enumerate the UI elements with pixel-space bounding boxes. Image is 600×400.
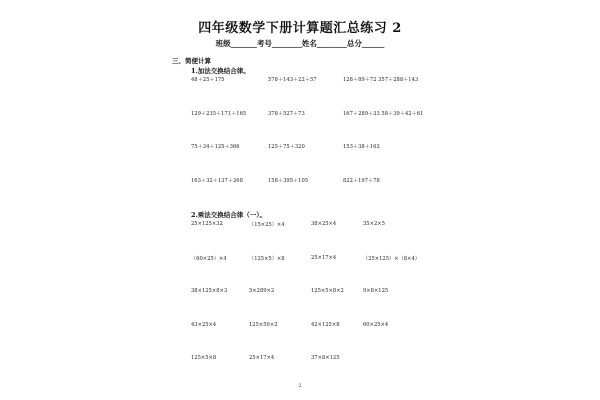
section-heading: 三、简便计算 — [172, 57, 211, 65]
part2-expression: （60×25）×4 — [191, 256, 227, 262]
part1-expression: 163＋32＋137＋268 — [191, 178, 243, 184]
part2-expression: 35×2×5 — [363, 221, 385, 227]
part1-expression: 158＋395＋105 — [268, 178, 309, 184]
part2-expression: 38×125×8×3 — [191, 288, 228, 294]
part2-expression: 125×5×8×2 — [311, 288, 344, 294]
part2-expression: 42×125×8 — [311, 322, 340, 328]
part2-expression: 5×289×2 — [249, 288, 275, 294]
part1-expression: 129＋235＋171＋165 — [191, 111, 247, 117]
part1-expression: 378＋527＋73 — [268, 111, 305, 117]
student-info-line: 班级_______考号________姓名________总分______ — [215, 39, 385, 48]
part2-expression: 9×8×125 — [363, 288, 389, 294]
part2-expression: 125×5×8 — [191, 355, 217, 361]
part1-expression: 153＋38＋162 — [343, 144, 380, 150]
part1-expression: 578＋143＋22＋57 — [268, 77, 317, 83]
part2-expression: （25×125）×（8×4） — [363, 256, 420, 262]
part1-expression: 128＋89＋72 357＋288＋143 — [343, 77, 419, 83]
page-title: 四年级数学下册计算题汇总练习 2 — [198, 21, 402, 36]
part2-expression: 37×8×125 — [311, 355, 340, 361]
part2-expression: 125×50×2 — [249, 322, 278, 328]
part2-expression: 25×125×32 — [191, 221, 223, 227]
part1-expression: 167＋289＋33 58＋39＋42＋61 — [343, 111, 424, 117]
part1-expression: 48＋25＋175 — [191, 77, 225, 83]
part1-expression: 125＋75＋320 — [268, 144, 305, 150]
part1-expression: 75＋34＋125＋366 — [191, 144, 240, 150]
part2-expression: 38×25×4 — [311, 221, 337, 227]
part2-heading: 2.乘法交换结合律（一）。 — [191, 211, 267, 219]
part2-expression: 25×17×4 — [249, 355, 275, 361]
part2-expression: 25×17×4 — [311, 255, 337, 261]
part1-heading: 1.加法交换结合律。 — [191, 67, 250, 75]
part2-expression: 60×25×4 — [363, 322, 389, 328]
part2-expression: （15×25）×4 — [249, 222, 285, 228]
part2-expression: 43×25×4 — [191, 322, 217, 328]
part2-expression: （125×5）×8 — [249, 256, 285, 262]
page-number: 2 — [298, 383, 302, 389]
part1-expression: 822＋197＋78 — [343, 178, 380, 184]
